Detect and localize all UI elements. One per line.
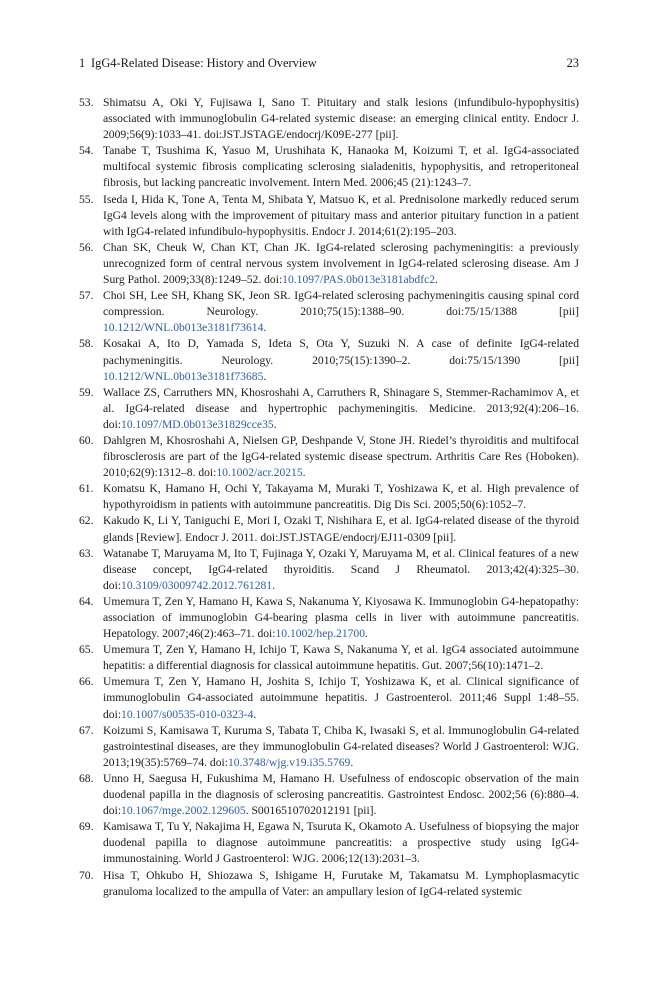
page-number: 23 [566, 56, 579, 70]
reference-text: Umemura T, Zen Y, Hamano H, Joshita S, Ichijo T, Yoshizawa K, et al. Clinical significance of immunoglobulin G4-associated autoimmune hepatitis. J Gastroenterol. 2011;46 Suppl 1:48–55. doi: [103, 675, 579, 721]
reference-item [79, 513, 579, 545]
reference-number: 53. [79, 96, 94, 109]
reference-text: Komatsu K, Hamano H, Ochi Y, Takayama M, Muraki T, Yoshizawa K, et al. High prevalence of hypothyroidism in patients with autoimmune pancreatitis. Dig Dis Sci. 2005;50(6):1052–7. [103, 482, 579, 512]
reference-text: Iseda I, Hida K, Tone A, Tenta M, Shibata Y, Matsuo K, et al. Prednisolone markedly reduced serum IgG4 levels along with the improvement of pituitary mass and anterior pituitary function in a patient with IgG4-related infundibulo-hypophysitis. Endocr J. 2014;61(2):195–203. [103, 192, 579, 238]
chapter-title: IgG4-Related Disease: History and Overview [91, 56, 317, 70]
reference-number: 54. [79, 144, 94, 158]
reference-tail: . [272, 578, 275, 592]
reference-text: Kosakai A, Ito D, Yamada S, Ideta S, Ota Y, Suzuki N. A case of definite IgG4-related pachymeningitis. Neurology. 2010;75(15):1390–2. doi:75/15/1390 [pii] [103, 337, 579, 367]
reference-text: Kamisawa T, Tu Y, Nakajima H, Egawa N, Tsuruta K, Okamoto A. Usefulness of biopsying the major duodenal papilla to diagnose autoimmune pancreatitis: a prospective study using IgG4-immunostaining. World J Gastroenterol: WJG. 2006;12(13):2031–3. [103, 820, 579, 866]
reference-number: 65. [79, 643, 94, 657]
reference-item [79, 674, 579, 722]
reference-text: Dahlgren M, Khosroshahi A, Nielsen GP, Deshpande V, Stone JH. Riedel’s thyroiditis and multifocal fibrosclerosis are part of the IgG4-related systemic disease spectrum. Arthritis Care Res (Hoboken). 2010;62(9):1312–8. doi: [103, 433, 579, 480]
reference-item [79, 868, 579, 900]
reference-number: 70. [79, 868, 94, 882]
reference-text: Wallace ZS, Carruthers MN, Khosroshahi A, Carruthers R, Shinagare S, Stemmer-Rachamimov A, et al. IgG4-related disease and hypertrophic pachymeningitis. Medicine. 2013;92(4):206–16. doi: [103, 385, 579, 431]
reference-tail: . [435, 273, 438, 287]
reference-number: 60. [79, 433, 94, 447]
reference-item [79, 336, 579, 384]
doi-link[interactable]: 10.1067/mge.2002.129605 [121, 804, 246, 818]
reference-text: Chan SK, Cheuk W, Chan KT, Chan JK. IgG4-related sclerosing pachymeningitis: a previously unrecognized form of central nervous system involvement in IgG4-related sclerosing disease. Am J Surg Pathol. 2009;33(8):1249–52. doi: [103, 240, 579, 287]
reference-text: Choi SH, Lee SH, Khang SK, Jeon SR. IgG4-related sclerosing pachymeningitis causing spinal cord compression. Neurology. 2010;75(15):1388–90. doi:75/15/1388 [pii] [103, 289, 579, 319]
doi-link[interactable]: 10.1212/WNL.0b013e3181f73685 [103, 369, 264, 383]
reference-text: Umemura T, Zen Y, Hamano H, Kawa S, Nakanuma Y, Kiyosawa K. Immunoglobin G4-hepatopathy: association of immunoglobin G4-bearing plasma cells in liver with autoimmune pancreatitis. Hepatology. 2007;46(2):463–71. doi: [103, 594, 579, 641]
reference-text: Umemura T, Zen Y, Hamano H, Ichijo T, Kawa S, Nakanuma Y, et al. IgG4 associated autoimmune hepatitis: a differential diagnosis for classical autoimmune hepatitis. Gut. 2007;56(10):1471–2. [103, 643, 579, 673]
reference-item [79, 288, 579, 336]
doi-link[interactable]: 10.3109/03009742.2012.761281 [121, 578, 273, 592]
reference-item [79, 433, 579, 481]
reference-text: Shimatsu A, Oki Y, Fujisawa I, Sano T. Pituitary and stalk lesions (infundibulo-hypophysitis) associated with immunoglobulin G4-related systemic disease: an emerging clinical entity. Endocr J. 2009;56(9):1033–41. doi:JST.JSTAGE/endocrj/K09E-277 [pii]. [103, 96, 579, 142]
doi-link[interactable]: 10.1002/hep.21700 [275, 627, 366, 641]
reference-list [79, 95, 579, 900]
reference-item [79, 143, 579, 191]
reference-number: 64. [79, 594, 94, 608]
doi-link[interactable]: 10.3748/wjg.v19.i35.5769 [227, 755, 351, 769]
reference-text: Hisa T, Ohkubo H, Shiozawa S, Ishigame H, Furutake M, Takamatsu M. Lymphoplasmacytic granuloma localized to the ampulla of Vater: an ampullary lesion of IgG4-related systemic [103, 868, 579, 898]
reference-item [79, 642, 579, 674]
reference-tail: . [350, 755, 354, 769]
reference-item [79, 594, 579, 642]
reference-number: 55. [79, 192, 94, 206]
reference-number: 57. [79, 289, 94, 303]
doi-link[interactable]: 10.1007/s00535-010-0323-4 [121, 707, 254, 721]
reference-tail: . [302, 466, 306, 480]
reference-number: 59. [79, 385, 94, 399]
reference-text: Watanabe T, Maruyama M, Ito T, Fujinaga Y, Ozaki Y, Maruyama M, et al. Clinical features of a new disease concept, IgG4-related thyroiditis. Scand J Rheumatol. 2013;42(4):325–30. doi: [103, 546, 579, 592]
reference-item [79, 819, 579, 867]
doi-link[interactable]: 10.1097/PAS.0b013e3181abdfc2 [282, 273, 436, 287]
reference-number: 62. [79, 514, 94, 528]
reference-text: Unno H, Saegusa H, Fukushima M, Hamano H. Usefulness of endoscopic observation of the main duodenal papilla in the diagnosis of sclerosing pancreatitis. Gastrointest Endosc. 2002;56 (6):880–4. doi: [103, 771, 579, 818]
reference-item [79, 481, 579, 513]
chapter-number: 1 [79, 56, 86, 70]
reference-text: Koizumi S, Kamisawa T, Kuruma S, Tabata T, Chiba K, Iwasaki S, et al. Immunoglobulin G4-related gastrointestinal diseases, are they immunoglobulin G4-related diseases? World J Gastroenterol: WJG. 2013;19(35):5769–74. doi: [103, 723, 579, 769]
reference-item [79, 546, 579, 594]
reference-item [79, 385, 579, 433]
reference-number: 68. [79, 771, 94, 785]
reference-tail: . [263, 369, 267, 383]
reference-item [79, 192, 579, 240]
reference-tail: . S0016510702012191 [pii]. [245, 804, 377, 818]
reference-number: 67. [79, 723, 94, 737]
reference-tail: . [263, 321, 267, 335]
reference-tail: . [365, 627, 368, 641]
reference-tail: . [273, 417, 277, 431]
reference-number: 56. [79, 240, 94, 254]
reference-number: 61. [79, 482, 94, 496]
reference-number: 58. [79, 337, 94, 351]
reference-text: Kakudo K, Li Y, Taniguchi E, Mori I, Ozaki T, Nishihara E, et al. IgG4-related disease of the thyroid glands [Review]. Endocr J. 2011. doi:JST.JSTAGE/endocrj/EJ11-0309 [pii]. [103, 514, 579, 544]
doi-link[interactable]: 10.1097/MD.0b013e31829cce35 [121, 417, 274, 431]
reference-item [79, 771, 579, 819]
reference-number: 63. [79, 546, 94, 560]
reference-item [79, 95, 579, 143]
doi-link[interactable]: 10.1002/acr.20215 [216, 466, 303, 480]
reference-number: 69. [79, 820, 94, 834]
doi-link[interactable]: 10.1212/WNL.0b013e3181f73614 [103, 321, 264, 335]
reference-text: Tanabe T, Tsushima K, Yasuo M, Urushihata K, Hanaoka M, Koizumi T, et al. IgG4-associated multifocal systemic fibrosis complicating sclerosing sialadenitis, hypophysitis, and retroperitoneal fibrosis, but lacking pancreatic involvement. Intern Med. 2006;45 (21):1243–7. [103, 144, 579, 190]
reference-item [79, 723, 579, 771]
reference-tail: . [253, 707, 257, 721]
reference-number: 66. [79, 675, 94, 689]
reference-item [79, 240, 579, 288]
